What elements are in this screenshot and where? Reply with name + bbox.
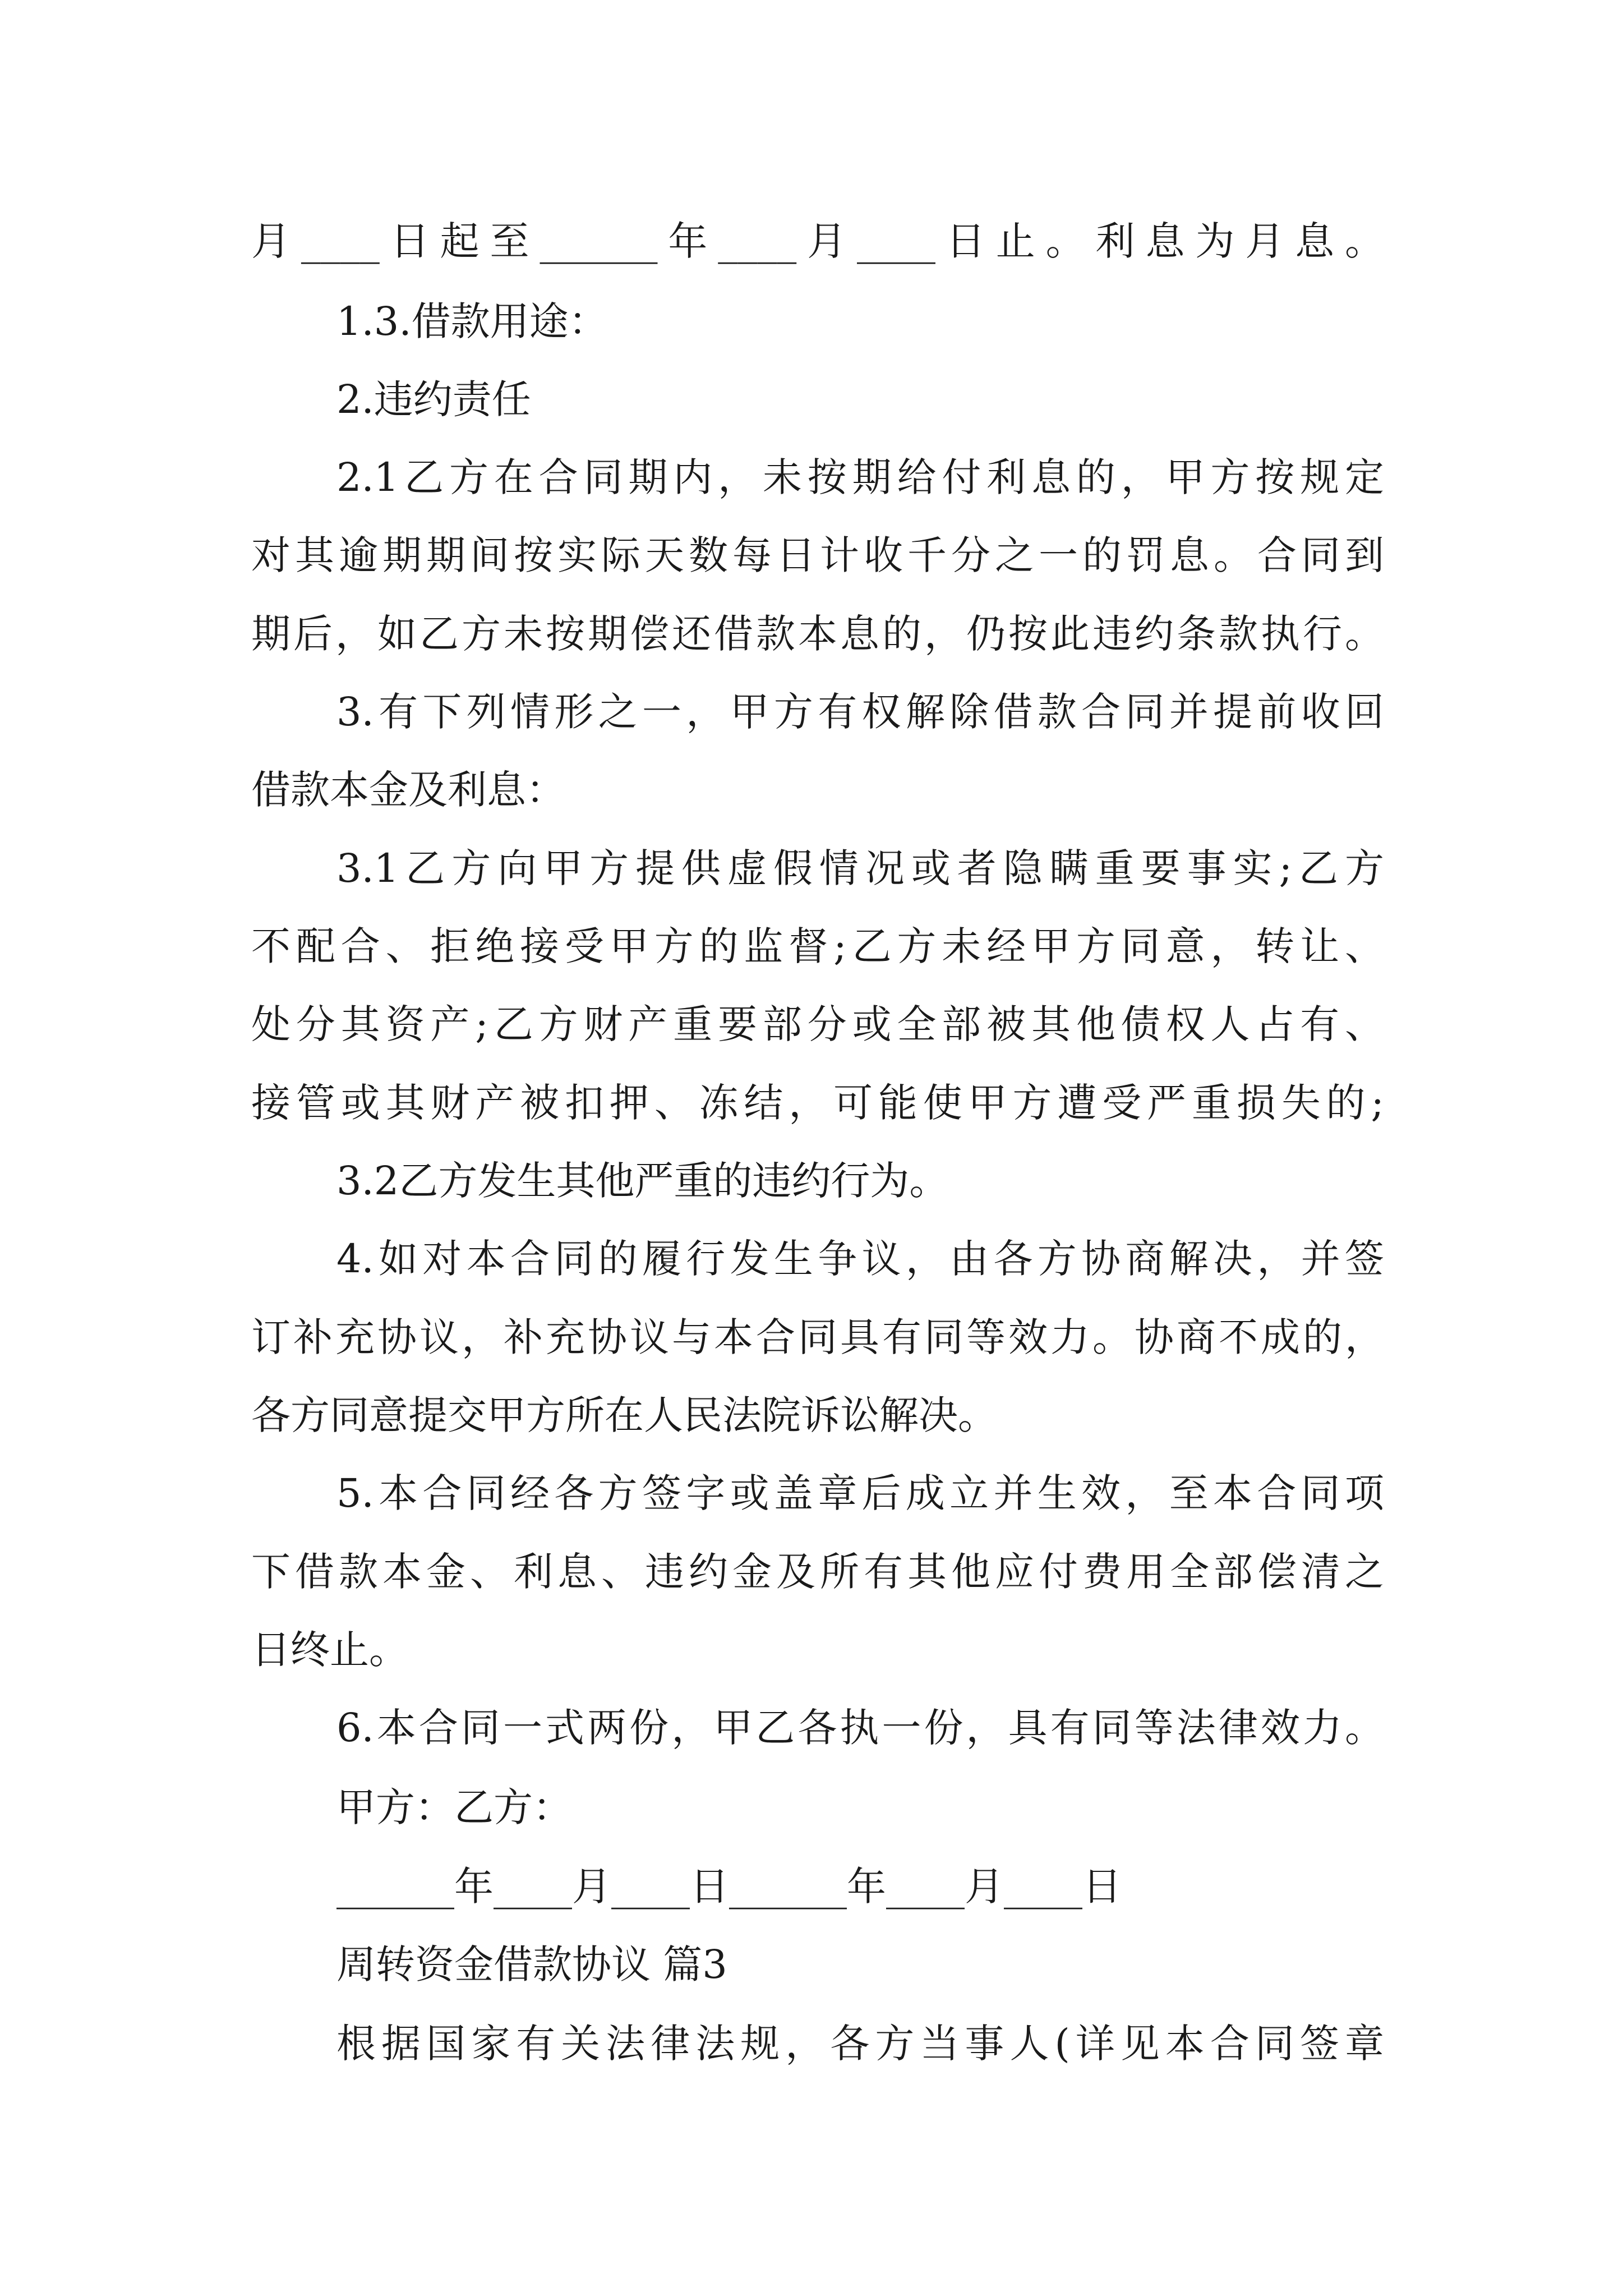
text-line: 日终止。 <box>251 1627 408 1673</box>
text-line: 月____日起至______年____月____日止。利息为月息。 <box>251 218 1384 264</box>
text-line: 借款本金及利息： <box>251 767 565 813</box>
text-line: 2.1乙方在合同期内，未按期给付利息的，甲方按规定 <box>336 454 1384 500</box>
text-line: 3.1乙方向甲方提供虚假情况或者隐瞒重要事实;乙方 <box>336 845 1384 891</box>
text-line: 6.本合同一式两份，甲乙各执一份，具有同等法律效力。 <box>336 1705 1384 1751</box>
text-line: 对其逾期期间按实际天数每日计收千分之一的罚息。合同到 <box>251 532 1384 578</box>
text-line: 4.如对本合同的履行发生争议，由各方协商解决，并签 <box>336 1236 1384 1282</box>
text-line: 订补充协议，补充协议与本合同具有同等效力。协商不成的， <box>251 1314 1384 1360</box>
signature-parties: 甲方：乙方： <box>336 1784 572 1830</box>
text-line: 3.有下列情形之一，甲方有权解除借款合同并提前收回 <box>336 689 1384 735</box>
text-line: 各方同意提交甲方所在人民法院诉讼解决。 <box>251 1392 997 1438</box>
text-line: 处分其资产;乙方财产重要部分或全部被其他债权人占有、 <box>251 1001 1384 1047</box>
text-line: 根据国家有关法律法规，各方当事人(详见本合同签章 <box>336 2021 1384 2067</box>
section-heading: 2.违约责任 <box>336 376 531 422</box>
text-line: 接管或其财产被扣押、冻结，可能使甲方遭受严重损失的; <box>251 1080 1384 1126</box>
text-line: 期后，如乙方未按期偿还借款本息的，仍按此违约条款执行。 <box>251 611 1384 657</box>
text-line: 不配合、拒绝接受甲方的监督;乙方未经甲方同意，转让、 <box>251 923 1384 969</box>
text-line: 1.3.借款用途： <box>336 298 608 344</box>
signature-dates: ______年____月____日______年____月____日 <box>336 1864 1122 1910</box>
text-line: 5.本合同经各方签字或盖章后成立并生效，至本合同项 <box>336 1470 1384 1516</box>
document-heading: 周转资金借款协议 篇3 <box>336 1941 727 1987</box>
text-line: 3.2乙方发生其他严重的违约行为。 <box>336 1158 949 1204</box>
text-line: 下借款本金、利息、违约金及所有其他应付费用全部偿清之 <box>251 1549 1384 1595</box>
